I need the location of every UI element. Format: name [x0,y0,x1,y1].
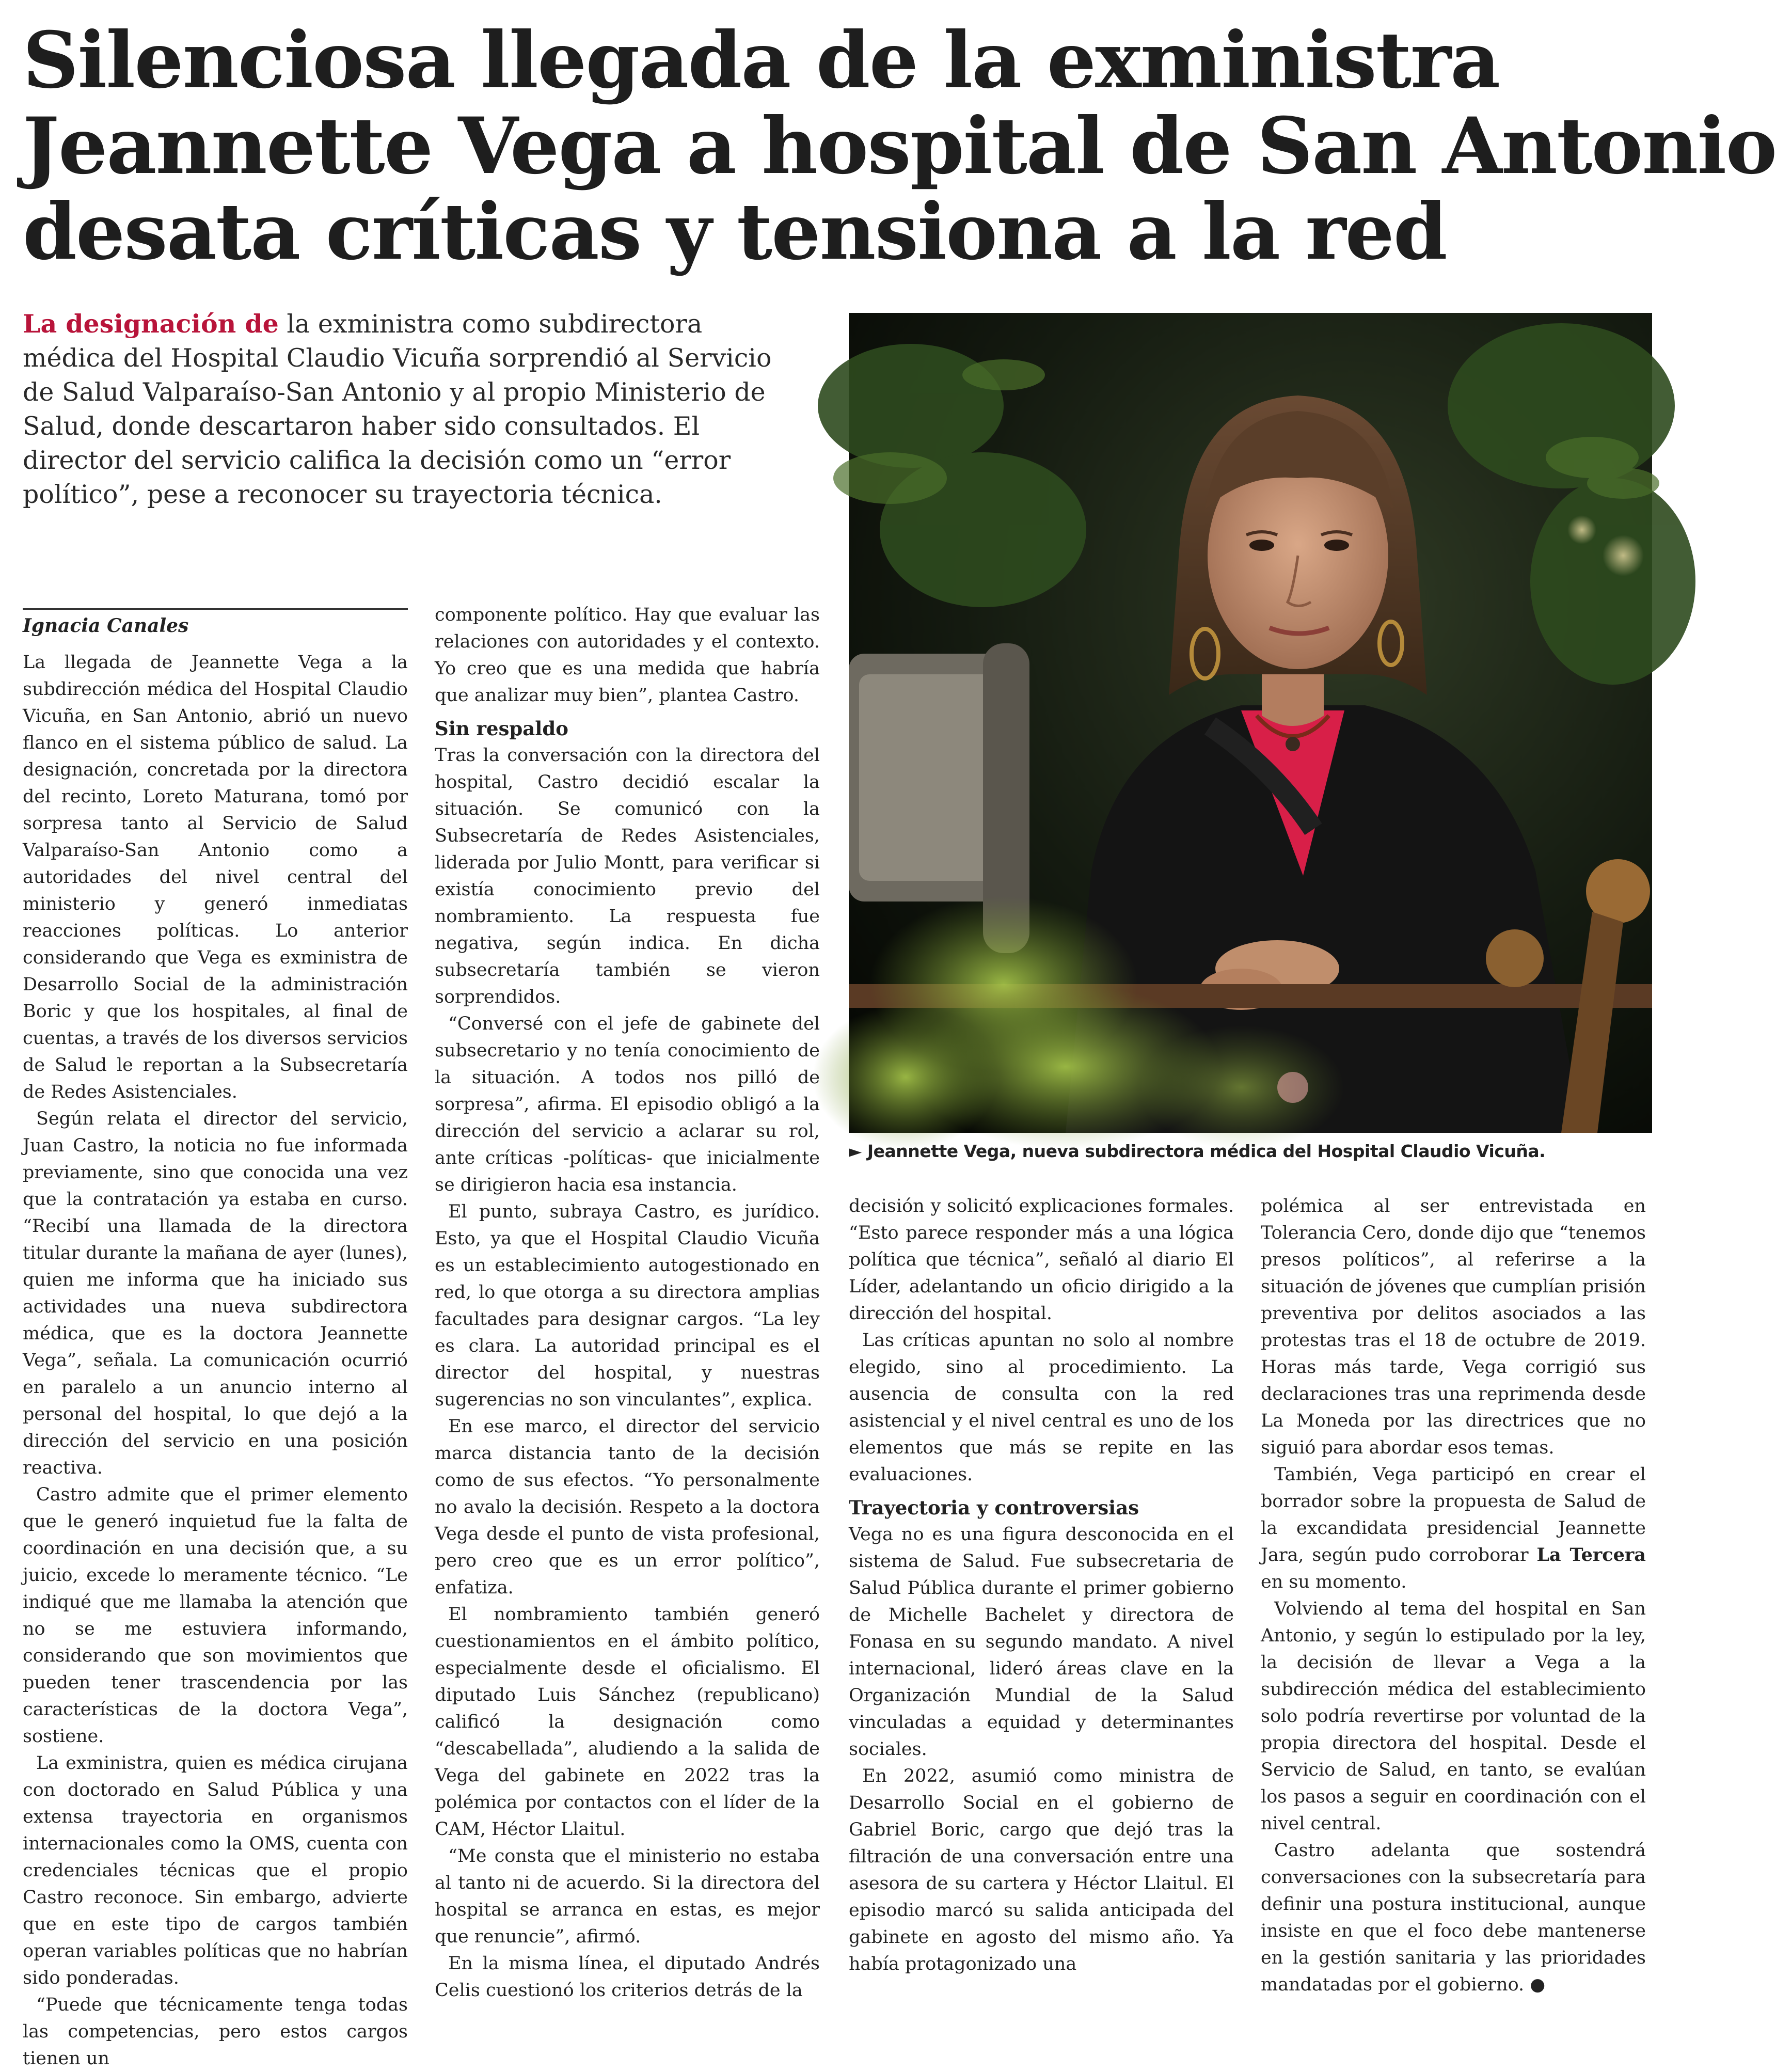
article-paragraph: En ese marco, el director del servicio marca distancia tanto de la decisión como de sus efectos. “Yo personalmente no avalo la decisión. Respeto a la doctora Vega desde el punto de vista profesional, pero creo que es un error político”, enfatiza. [435,1416,820,1598]
article-paragraph: componente político. Hay que evaluar las relaciones con autoridades y el contexto. Yo creo que es una medida que habría que analizar muy bien”, plantea Castro. [435,605,820,706]
article-paragraph: La llegada de Jeannette Vega a la subdirección médica del Hospital Claudio Vicuña, en San Antonio, abrió un nuevo flanco en el sistema público de salud. La designación, concretada por la directora del recinto, Loreto Maturana, tomó por sorpresa tanto al Servicio de Salud Valparaíso-San Antonio como a autoridades del nivel central del ministerio y generó inmediatas reacciones políticas. Lo anterior considerando que Vega es exministra de Desarrollo Social de la administración Boric y que los hospitales, al final de cuentas, a través de los diversos servicios de Salud le reportan a la Subsecretaría de Redes Asistenciales. [23,652,408,1102]
portrait-photo [849,313,1652,1133]
headline-line-3: desata críticas y tensiona a la red [23,186,1447,277]
article-paragraph: El nombramiento también generó cuestionamientos en el ámbito político, especialmente desde el oficialismo. El diputado Luis Sánchez (republicano) calificó la designación como “descabellada”, aludiendo a la salida de Vega del gabinete en 2022 tras la polémica por contactos con el líder de la CAM, Héctor Llaitul. [435,1604,820,1840]
section-heading-trayectoria: Trayectoria y controversias [849,1496,1139,1519]
article-paragraph: Las críticas apuntan no solo al nombre elegido, sino al procedimiento. La ausencia de consulta con la red asistencial y el nivel central es uno de los elementos que más se repite en las evaluaciones. [849,1330,1234,1485]
article-column-3 [849,1193,1234,1974]
article-paragraph: Castro admite que el primer elemento que le generó inquietud fue la falta de coordinación en una decisión que, a su juicio, excede lo meramente técnico. “Le indiqué que me llamaba la atención que no se me estuviera informando, considerando que son movimientos que pueden tener trascendencia por las características de la doctora Vega”, sostiene. [23,1484,408,1747]
article-paragraph: decisión y solicitó explicaciones formales. “Esto parece responder más a una lógica política que técnica”, señaló al diario El Líder, adelantando un oficio dirigido a la dirección del hospital. [849,1196,1234,1324]
article-paragraph: “Conversé con el jefe de gabinete del subsecretario y no tenía conocimiento de la situación. A todos nos pilló de sorpresa”, afirma. El episodio obligó a la dirección del servicio a aclarar su rol, ante críticas -políticas- que inicialmente se dirigieron hacia esa instancia. [435,1014,820,1195]
photo-caption: ► Jeannette Vega, nueva subdirectora médica del Hospital Claudio Vicuña. [849,1141,1546,1161]
article-column-1 [23,608,408,2069]
byline: Ignacia Canales [23,608,408,638]
article-paragraph [1261,1837,1646,1998]
article-paragraph: “Puede que técnicamente tenga todas las competencias, pero estos cargos tienen un [23,1995,408,2069]
headline [23,15,1776,277]
article-paragraph: Vega no es una figura desconocida en el sistema de Salud. Fue subsecretaria de Salud Pública durante el primer gobierno de Michelle Bachelet y directora de Fonasa en su segundo mandato. A nivel internacional, lideró áreas clave en la Organización Mundial de la Salud vinculadas a equidad y determinantes sociales. [849,1524,1234,1760]
article-paragraph: En 2022, asumió como ministra de Desarrollo Social en el gobierno de Gabriel Boric, cargo que dejó tras la filtración de una conversación entre una asesora de su cartera y Héctor Llaitul. El episodio marcó su salida anticipada del gabinete en agosto del mismo año. Ya había protagonizado una [849,1766,1234,1974]
headline-line-2: Jeannette Vega a hospital de San Antonio [23,101,1776,192]
article-paragraph [1261,1461,1646,1595]
article-paragraph: En la misma línea, el diputado Andrés Celis cuestionó los criterios detrás de la [435,1953,820,2001]
article-column-2 [435,602,820,2001]
article-column-4 [1261,1193,1646,1995]
headline-line-1: Silenciosa llegada de la exministra [23,15,1500,106]
article-paragraph: La exministra, quien es médica cirujana con doctorado en Salud Pública y una extensa trayectoria en organismos internacionales como la OMS, cuenta con credenciales técnicas que el propio Castro reconoce. Sin embargo, advierte que en este tipo de cargos también operan variables políticas que no habrían sido ponderadas. [23,1753,408,1988]
section-heading-sin-respaldo: Sin respaldo [435,717,568,740]
la-tercera-mention: La Tercera [1536,1544,1646,1565]
lead-text: la exministra como subdirectora médica del Hospital Claudio Vicuña sorprendió al Servicio de Salud Valparaíso-San Antonio y al propio Ministerio de Salud, donde descartaron haber sido consultados. El director del servicio califica la decisión como un “error político”, pese a reconocer su trayectoria técnica. [23,309,772,509]
portrait-illustration [849,313,1652,1133]
end-mark-icon: ● [1530,1974,1545,1995]
paragraph-text: en su momento. [1261,1572,1407,1592]
lead-paragraph [23,307,797,512]
article-paragraph: polémica al ser entrevistada en Tolerancia Cero, donde dijo que “tenemos presos políticos”, al referirse a la situación de jóvenes que cumplían prisión preventiva por delitos asociados a las protestas tras el 18 de octubre de 2019. Horas más tarde, Vega corrigió sus declaraciones tras una reprimenda desde La Moneda por las directrices que no siguió para abordar esos temas. [1261,1196,1646,1458]
article-paragraph: El punto, subraya Castro, es jurídico. Esto, ya que el Hospital Claudio Vicuña es un establecimiento autogestionado en red, lo que otorga a su directora amplias facultades para designar cargos. “La ley es clara. La autoridad principal es el director del hospital, y nuestras sugerencias no son vinculantes”, explica. [435,1201,820,1410]
paragraph-text: También, Vega participó en crear el borrador sobre la propuesta de Salud de la excandidata presidencial Jeannette Jara, según pudo corroborar [1261,1464,1646,1565]
paragraph-text: Castro adelanta que sostendrá conversaciones con la subsecretaría para definir una postura institucional, aunque insiste en que el foco debe mantenerse en la gestión sanitaria y las prioridades mandatadas por el gobierno. [1261,1840,1646,1995]
article-paragraph: Tras la conversación con la directora del hospital, Castro decidió escalar la situación. Se comunicó con la Subsecretaría de Redes Asistenciales, liderada por Julio Montt, para verificar si existía conocimiento previo del nombramiento. La respuesta fue negativa, según indica. En dicha subsecretaría también se vieron sorprendidos. [435,745,820,1007]
article-paragraph: “Me consta que el ministerio no estaba al tanto ni de acuerdo. Si la directora del hospital se arranca en estas, es mejor que renuncie”, afirmó. [435,1846,820,1947]
lead-highlight: La designación de [23,309,279,339]
article-paragraph: Según relata el director del servicio, Juan Castro, la noticia no fue informada previamente, sino que conocida una vez que la contratación ya estaba en curso. “Recibí una llamada de la directora titular durante la mañana de ayer (lunes), quien me informa que ha iniciado sus actividades una nueva subdirectora médica, que es la doctora Jeannette Vega”, señala. La comunicación ocurrió en paralelo a un anuncio interno al personal del hospital, lo que dejó a la dirección del servicio en una posición reactiva. [23,1109,408,1478]
article-paragraph: Volviendo al tema del hospital en San Antonio, y según lo estipulado por la ley, la decisión de llevar a Vega a la subdirección médica del establecimiento solo podría revertirse por voluntad de la propia directora del hospital. Desde el Servicio de Salud, en tanto, se evalúan los pasos a seguir en coordinación con el nivel central. [1261,1599,1646,1834]
